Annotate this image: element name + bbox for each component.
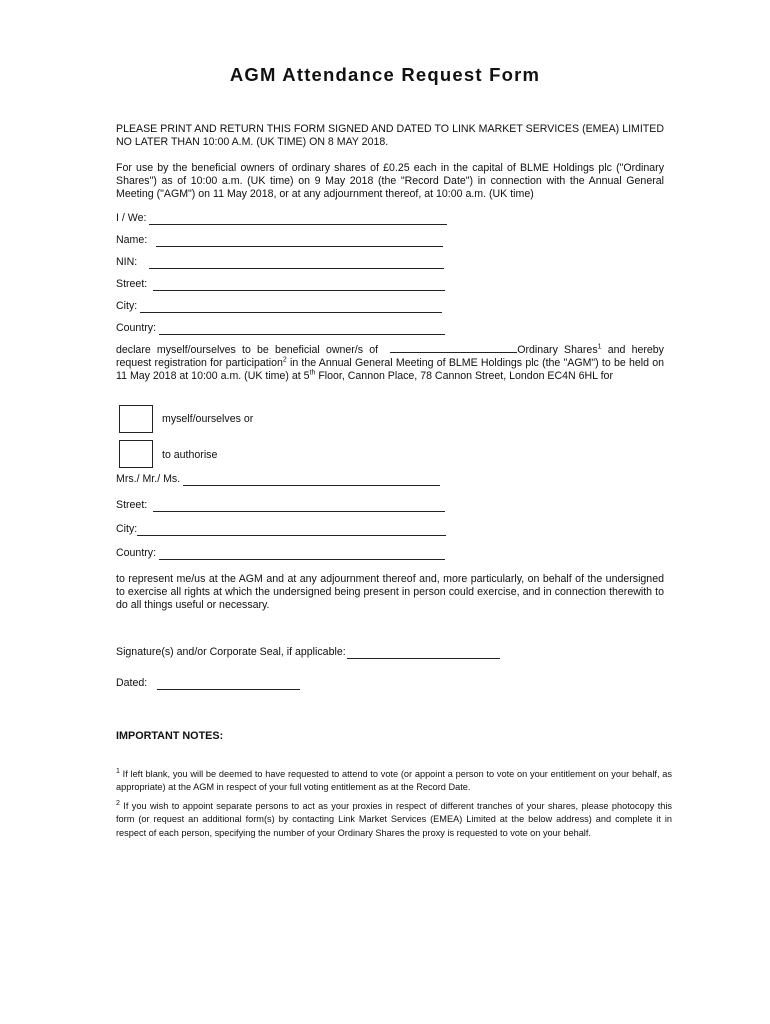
nin-label: NIN: bbox=[116, 256, 138, 268]
form-title: AGM Attendance Request Form bbox=[229, 64, 541, 85]
dated-field[interactable] bbox=[116, 676, 300, 690]
street-line[interactable] bbox=[153, 279, 445, 291]
declaration-part1: declare myself/ourselves to be beneficial owner/s of bbox=[116, 344, 379, 356]
footnote-ref-1: 1 bbox=[597, 343, 602, 351]
note-1-number: 1 bbox=[116, 767, 120, 775]
name-field[interactable] bbox=[116, 233, 443, 247]
city-line[interactable] bbox=[140, 301, 442, 313]
city-field[interactable] bbox=[116, 299, 442, 313]
proxy-street-label: Street: bbox=[116, 499, 148, 511]
note-2-text: If you wish to appoint separate persons to act as your proxies in respect of different tranches of your shares, please photocopy this form (or request an additional form(s) by contacting Link Market Services (EMEA) Limited at the below address) and complete it in respect of each person, specifying the number of your Ordinary Shares the proxy is requested to vote on your behalf. bbox=[116, 801, 672, 838]
country-line[interactable] bbox=[159, 323, 445, 335]
name-line[interactable] bbox=[156, 235, 443, 247]
note-2 bbox=[116, 800, 672, 840]
proxy-city-label: City: bbox=[116, 523, 138, 535]
country-field[interactable] bbox=[116, 321, 445, 335]
iwe-field[interactable] bbox=[116, 211, 447, 225]
dated-label: Dated: bbox=[116, 677, 148, 689]
signature-label: Signature(s) and/or Corporate Seal, if applicable: bbox=[116, 646, 346, 658]
dated-line[interactable] bbox=[157, 678, 300, 690]
proxy-street-line[interactable] bbox=[153, 500, 445, 512]
proxy-title-line[interactable] bbox=[183, 474, 440, 486]
declaration-part2: Ordinary Shares bbox=[517, 344, 598, 356]
footnote-ref-2: 2 bbox=[282, 356, 287, 364]
myself-option-label: myself/ourselves or bbox=[162, 413, 254, 425]
note-1-text: If left blank, you will be deemed to have requested to attend to vote (or appoint a person to vote on your entitlement on your behalf, as appropriate) at the AGM in respect of your full voting entitlement as at the Record Date. bbox=[116, 769, 672, 793]
iwe-line[interactable] bbox=[149, 213, 447, 225]
city-label: City: bbox=[116, 300, 138, 312]
proxy-street-field[interactable] bbox=[116, 498, 445, 512]
declaration-part4: in the Annual General Meeting of BLME Holdings plc (the "AGM") to be held on 11 May 2018 at 10:00 a.m. (UK time) at 5 bbox=[116, 356, 664, 382]
return-instruction: PLEASE PRINT AND RETURN THIS FORM SIGNED AND DATED TO LINK MARKET SERVICES (EMEA) LIMITED NO LATER THAN 10:00 A.M. (UK TIME) ON 8 MAY 2018. bbox=[116, 123, 664, 148]
declaration-part5: Floor, Cannon Place, 78 Cannon Street, London EC4N 6HL for bbox=[315, 369, 613, 382]
signature-line[interactable] bbox=[347, 647, 500, 659]
street-label: Street: bbox=[116, 278, 148, 290]
signature-field[interactable] bbox=[116, 645, 500, 659]
declaration-part3: and hereby request registration for participation bbox=[116, 344, 664, 369]
authorise-option-label: to authorise bbox=[162, 449, 218, 461]
intro-paragraph: For use by the beneficial owners of ordinary shares of £0.25 each in the capital of BLME Holdings plc ("Ordinary Shares") as of 10:00 a.m. (UK time) on 9 May 2018 (the "Record Date") in connection with the Annual General Meeting ("AGM") on 11 May 2018, or at any adjournment thereof, at 10:00 a.m. (UK time) bbox=[116, 162, 664, 200]
myself-checkbox[interactable] bbox=[119, 405, 153, 433]
country-label: Country: bbox=[116, 322, 157, 334]
proxy-country-line[interactable] bbox=[159, 548, 445, 560]
name-label: Name: bbox=[116, 234, 148, 246]
representation-paragraph: to represent me/us at the AGM and at any adjournment thereof and, more particularly, on behalf of the undersigned to exercise all rights at which the undersigned being present in person could exercise, and in connection therewith to do all things useful or necessary. bbox=[116, 573, 664, 611]
proxy-title-field[interactable] bbox=[116, 472, 440, 486]
proxy-city-line[interactable] bbox=[137, 524, 446, 536]
declaration-paragraph bbox=[116, 342, 664, 382]
nin-line[interactable] bbox=[149, 257, 444, 269]
superscript-th: th bbox=[309, 369, 316, 377]
authorise-checkbox[interactable] bbox=[119, 440, 153, 468]
note-2-number: 2 bbox=[116, 799, 120, 807]
proxy-city-field[interactable] bbox=[116, 522, 446, 536]
note-1 bbox=[116, 768, 672, 795]
proxy-title-label: Mrs./ Mr./ Ms. bbox=[116, 473, 181, 485]
nin-field[interactable] bbox=[116, 255, 444, 269]
proxy-country-label: Country: bbox=[116, 547, 157, 559]
street-field[interactable] bbox=[116, 277, 445, 291]
notes-heading: IMPORTANT NOTES: bbox=[116, 730, 224, 742]
iwe-label: I / We: bbox=[116, 212, 147, 224]
share-count-line[interactable] bbox=[390, 342, 517, 353]
proxy-country-field[interactable] bbox=[116, 546, 445, 560]
